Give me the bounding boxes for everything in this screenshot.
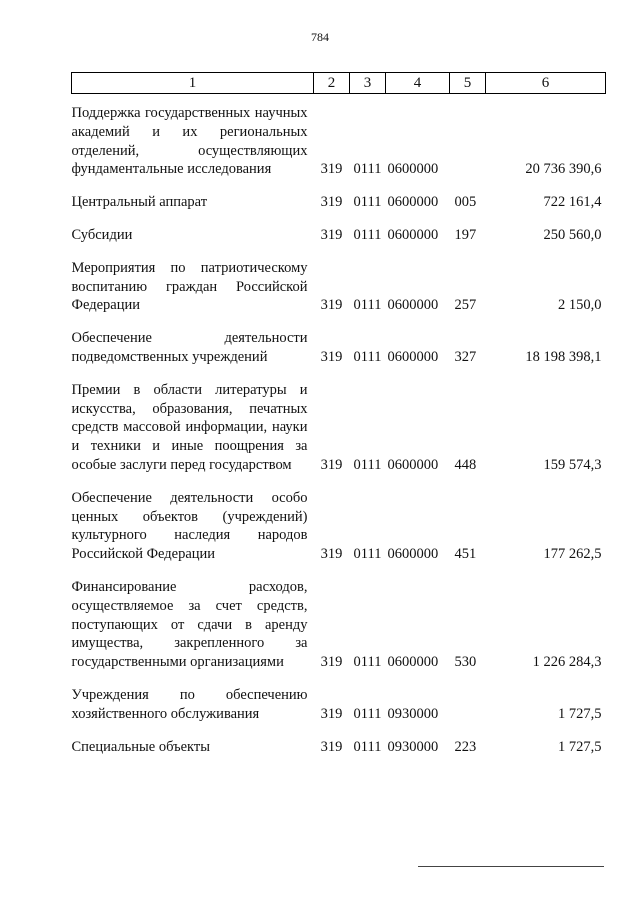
row-amount: 18 198 398,1 [525,348,602,365]
row-code-2: 319 [320,348,343,365]
row-amount: 1 727,5 [558,738,602,755]
row-amount: 2 150,0 [558,297,602,314]
row-code-5: 530 [454,654,477,671]
row-code-2: 319 [320,226,343,243]
row-name: Обеспечение деятельности подведомственных учреждений [71,330,308,365]
header-col-3: 3 [350,73,386,94]
row-code-4: 0930000 [387,705,439,722]
page-number: 784 [311,30,329,44]
row-code-4: 0600000 [387,226,439,243]
table-row [72,179,606,212]
row-code-3: 0111 [353,456,382,473]
header-col-1: 1 [72,73,314,94]
row-name: Центральный аппарат [71,194,208,211]
row-name: Субсидии [71,226,133,243]
row-code-3: 0111 [353,654,382,671]
row-amount: 20 736 390,6 [525,161,602,178]
row-code-4: 0600000 [387,546,439,563]
table-row [72,315,606,367]
row-amount: 1 226 284,3 [532,654,602,671]
row-code-3: 0111 [353,546,382,563]
row-code-5: 327 [454,348,477,365]
table-row [72,475,606,564]
row-amount: 722 161,4 [543,194,602,211]
row-code-2: 319 [320,297,343,314]
row-code-2: 319 [320,161,343,178]
row-amount: 250 560,0 [543,226,602,243]
header-col-6: 6 [486,73,606,94]
row-code-4: 0600000 [387,654,439,671]
row-name: Специальные объекты [71,738,210,755]
table-row [72,94,606,180]
row-name: Учреждения по обеспечению хозяйственного обслуживания [71,686,308,722]
row-name: Премии в области литературы и искусства, образования, печатных средств массовой информации, науки и техники и иные поощрения за особые заслуги перед государством [71,381,308,473]
row-code-3: 0111 [353,297,382,314]
row-code-2: 319 [320,705,343,722]
header-row [72,73,606,94]
row-name: Поддержка государственных научных академий и их региональных отделений, осуществляющих фундаментальные исследования [71,105,308,178]
row-code-5 [450,672,486,724]
row-amount: 1 727,5 [558,705,602,722]
row-code-5: 451 [454,546,477,563]
budget-table [71,72,606,756]
row-code-4: 0600000 [387,194,439,211]
header-col-4: 4 [386,73,450,94]
row-code-3: 0111 [353,161,382,178]
row-code-4: 0930000 [387,738,439,755]
row-code-3: 0111 [353,348,382,365]
row-code-5: 223 [454,738,477,755]
row-code-2: 319 [320,456,343,473]
row-code-5: 257 [454,297,477,314]
row-code-5 [450,94,486,180]
row-code-2: 319 [320,654,343,671]
row-code-3: 0111 [353,194,382,211]
row-name: Обеспечение деятельности особо ценных объектов (учреждений) культурного наследия народов Российской Федерации [71,489,308,563]
row-code-4: 0600000 [387,348,439,365]
row-name: Мероприятия по патриотическому воспитанию граждан Российской Федерации [71,259,308,314]
header-col-5: 5 [450,73,486,94]
row-code-2: 319 [320,738,343,755]
row-name: Финансирование расходов, осуществляемое за счет средств, поступающих от сдачи в аренду имущества, закрепленного за государственными организациями [71,578,308,671]
table-row [72,672,606,724]
row-code-3: 0111 [353,226,382,243]
row-code-4: 0600000 [387,161,439,178]
row-code-5: 197 [454,226,477,243]
row-code-2: 319 [320,546,343,563]
row-code-4: 0600000 [387,456,439,473]
table-row [72,212,606,245]
row-code-3: 0111 [353,738,382,755]
table-row [72,564,606,672]
table-row [72,724,606,757]
bottom-divider [418,866,604,867]
row-code-5: 448 [454,456,477,473]
row-code-4: 0600000 [387,297,439,314]
table-row [72,367,606,475]
row-code-3: 0111 [353,705,382,722]
row-amount: 159 574,3 [543,456,602,473]
row-code-2: 319 [320,194,343,211]
row-code-5: 005 [454,194,477,211]
header-col-2: 2 [314,73,350,94]
table-row [72,245,606,315]
row-amount: 177 262,5 [543,546,602,563]
